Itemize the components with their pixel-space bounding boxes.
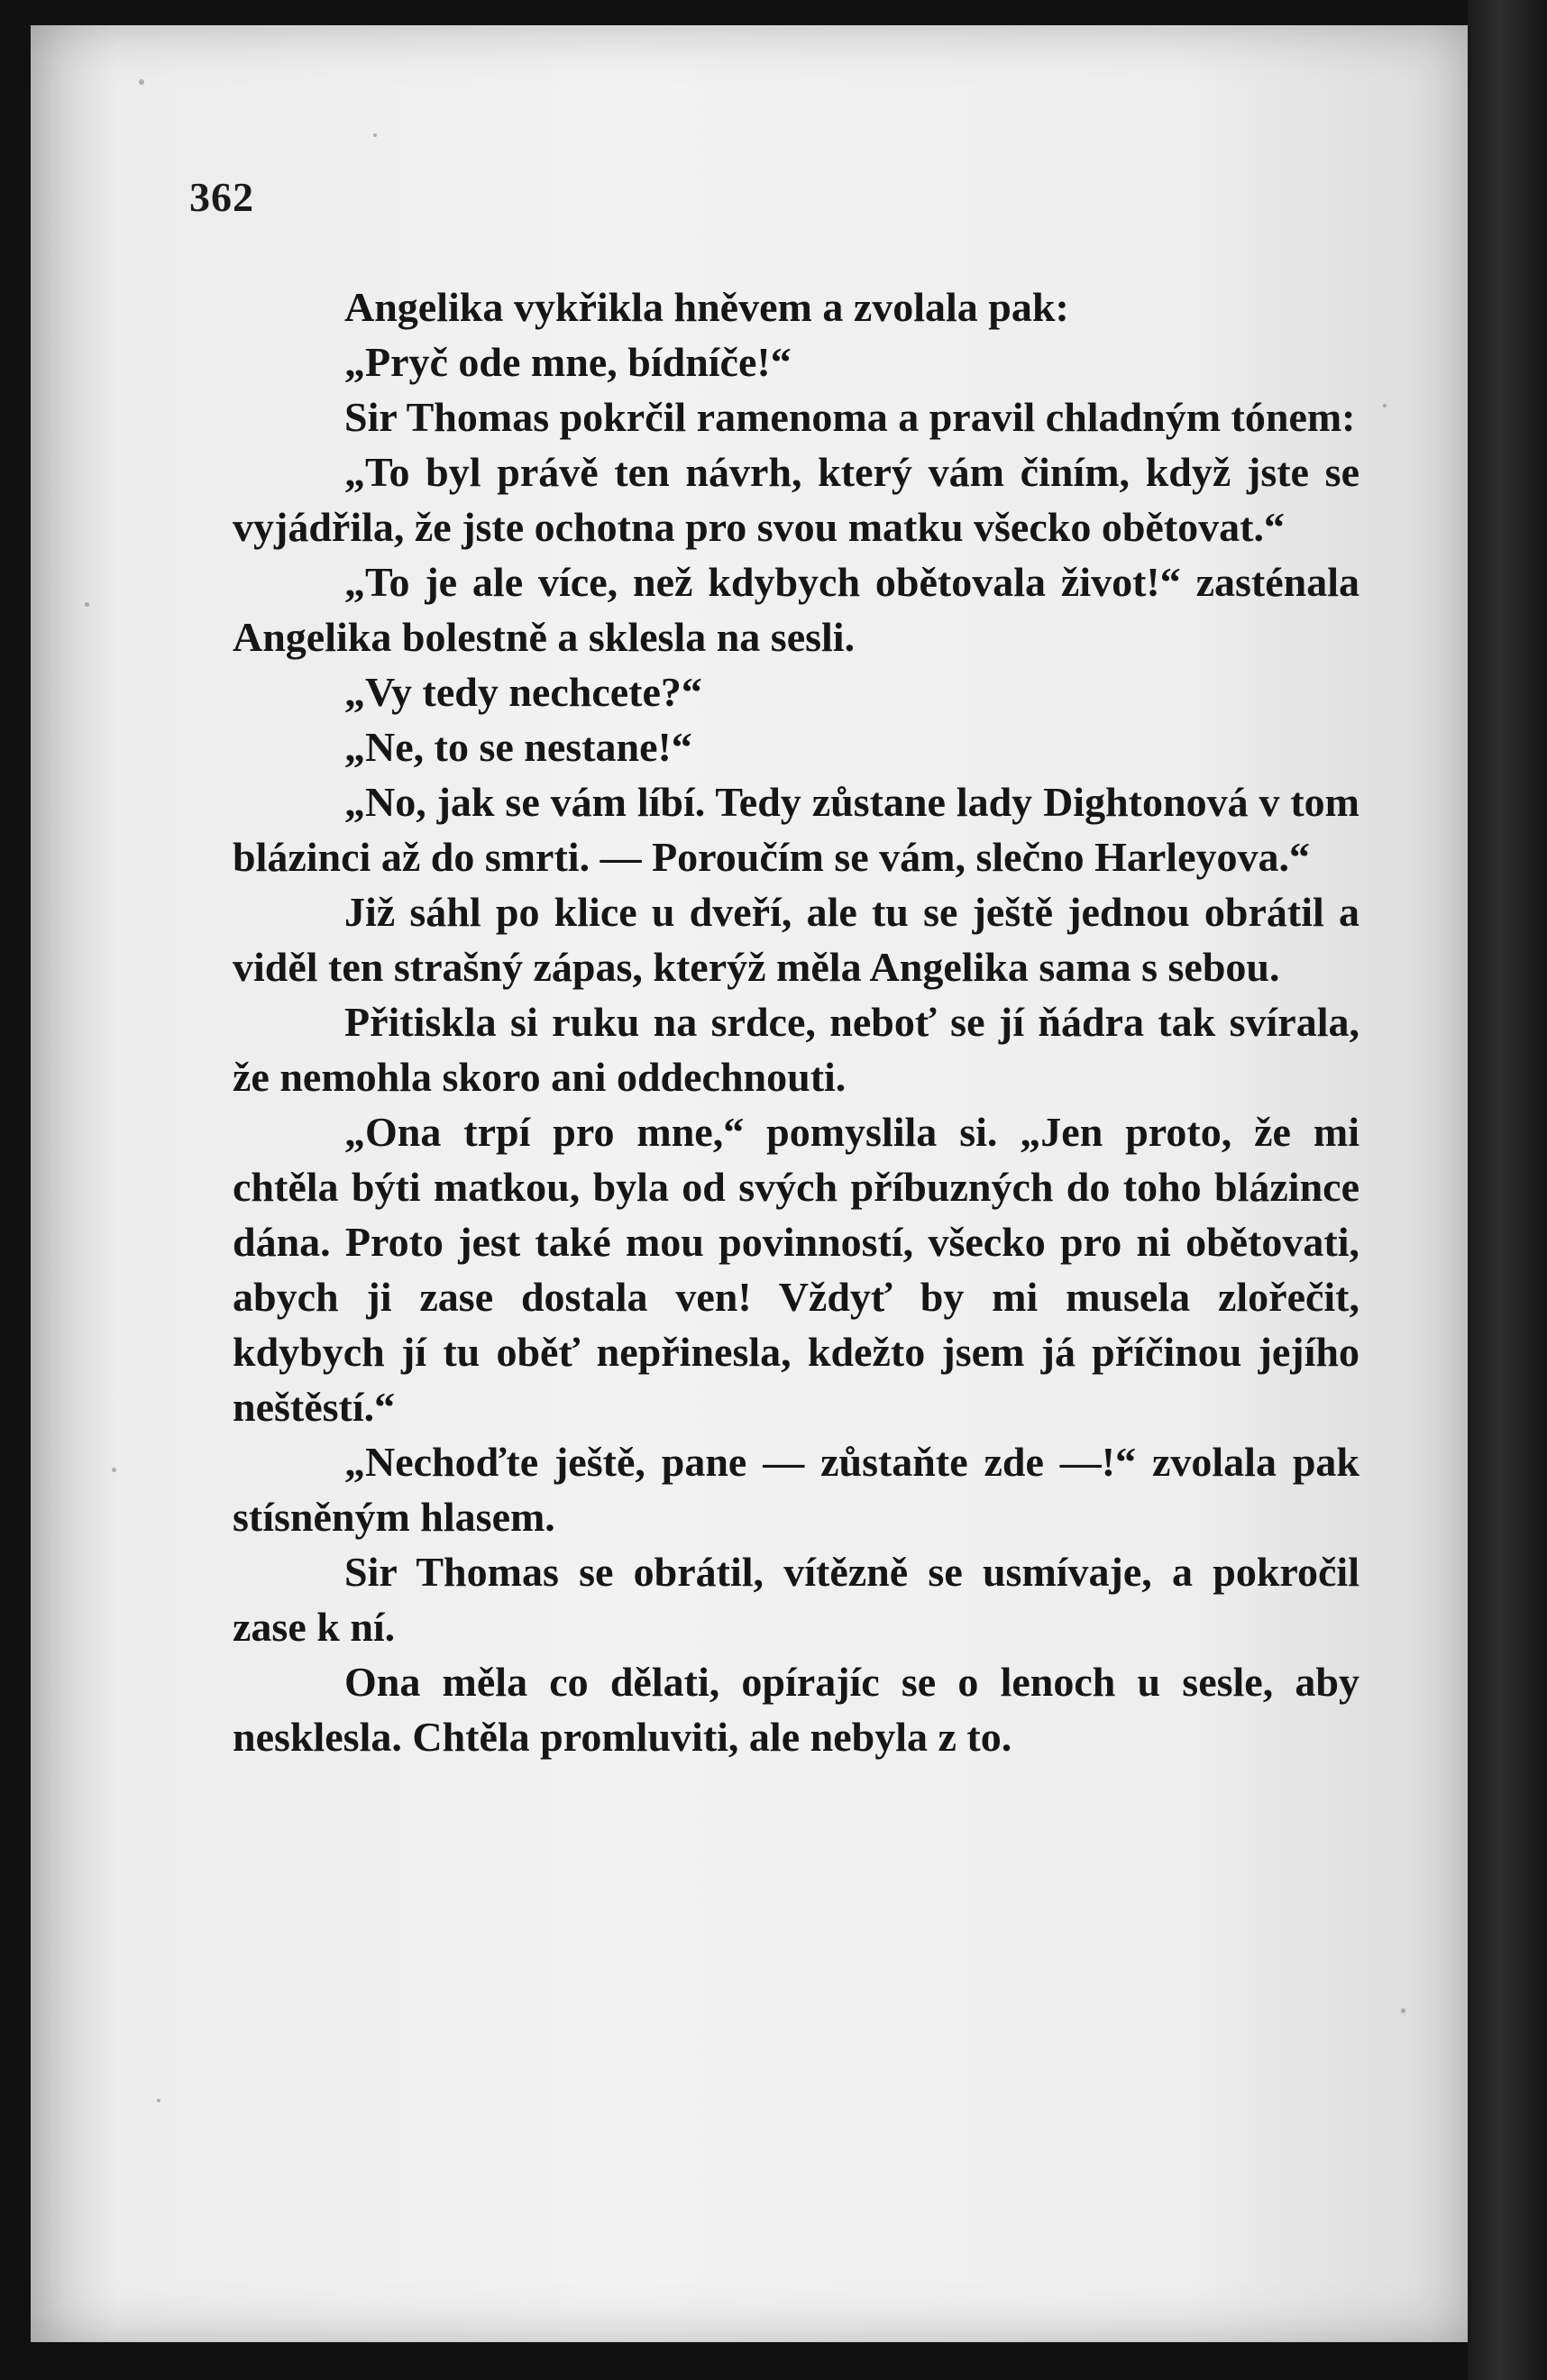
speckle: [85, 602, 89, 607]
paragraph: „Nechoďte ještě, pane — zůstaňte zde —!“ zvolala pak stísněným hlasem.: [233, 1439, 1359, 1540]
paragraph: Přitiskla si ruku na srdce, neboť se jí ňádra tak svírala, že nemohla skoro ani oddechnouti.: [233, 999, 1359, 1100]
speckle: [139, 79, 144, 85]
paragraph: Již sáhl po klice u dveří, ale tu se ještě jednou obrátil a viděl ten strašný zápas, kterýž měla Angelika sama s sebou.: [233, 889, 1359, 990]
paragraph: „Ne, to se nestane!“: [344, 724, 692, 770]
paragraph: „To byl právě ten návrh, který vám činím, když jste se vyjádřila, že jste ochotna pro svou matku všecko obětovat.“: [233, 449, 1359, 550]
speckle: [373, 133, 377, 137]
page-number: 362: [189, 174, 254, 220]
paragraph: Sir Thomas se obrátil, vítězně se usmívaje, a pokročil zase k ní.: [233, 1549, 1359, 1650]
paragraph: „No, jak se vám líbí. Tedy zůstane lady Dightonová v tom blázinci až do smrti. — Poroučím se vám, slečno Harleyova.“: [233, 779, 1359, 880]
paragraph: Sir Thomas pokrčil ramenoma a pravil chladným tónem:: [344, 394, 1356, 440]
speckle: [112, 1468, 116, 1472]
page-body-text: [233, 279, 1359, 1764]
paragraph: „Pryč ode mne, bídníče!“: [344, 339, 792, 385]
paragraph: „Vy tedy nechcete?“: [344, 669, 702, 715]
speckle: [1401, 2009, 1405, 2013]
paragraph: „Ona trpí pro mne,“ pomyslila si. „Jen proto, že mi chtěla býti matkou, byla od svých příbuzných do toho blázince dána. Proto jest také mou povinností, všecko pro ni obětovati, abych ji zase dostala ven! Vždyť by mi musela zlořečit, kdybych jí tu oběť nepřinesla, kdežto jsem já příčinou jejího neštěstí.“: [233, 1109, 1359, 1430]
paragraph: Ona měla co dělati, opírajíc se o lenoch u sesle, aby nesklesla. Chtěla promluviti, ale nebyla z to.: [233, 1659, 1359, 1760]
paragraph: Angelika vykřikla hněvem a zvolala pak:: [344, 284, 1069, 330]
speckle: [157, 2099, 160, 2102]
speckle: [1383, 404, 1387, 407]
book-spine: [1468, 0, 1547, 2380]
paragraph: „To je ale více, než kdybych obětovala život!“ zasténala Angelika bolestně a sklesla na sesli.: [233, 559, 1359, 660]
